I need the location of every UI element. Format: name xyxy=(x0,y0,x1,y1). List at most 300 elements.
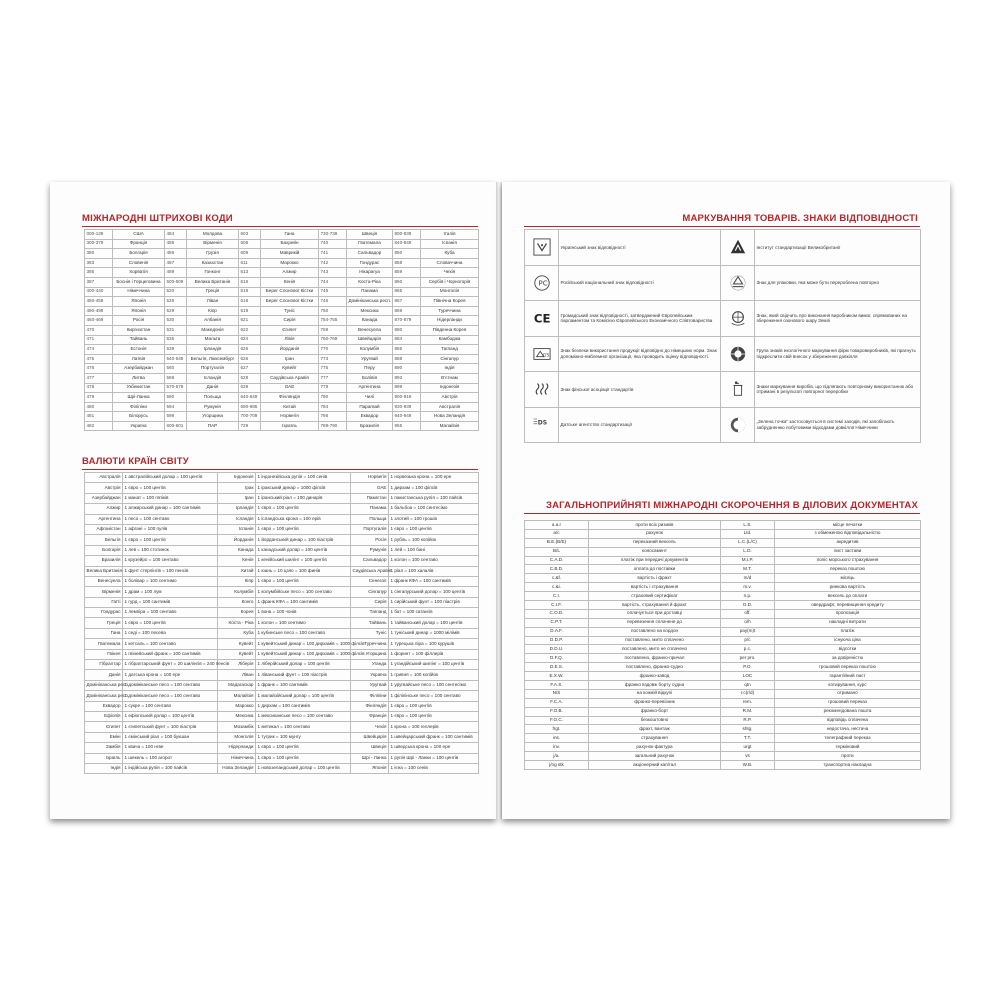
barcode-country: Бельгія, Люксембург xyxy=(187,354,239,364)
abbrev-meaning: коносамент xyxy=(589,547,721,556)
abbrev-code: D.A.F. xyxy=(525,627,589,636)
barcode-row xyxy=(85,230,479,240)
barcode-prefix: 860 xyxy=(393,277,421,287)
abbrev-meaning: існуюча ціна xyxy=(775,636,921,645)
abbrev-row xyxy=(525,601,921,610)
barcode-country: Македонія xyxy=(187,325,239,335)
currency-country: ОАЕ xyxy=(351,483,389,493)
barcode-prefix: 777 xyxy=(319,373,347,383)
mark-description: Знак для упаковки, яка може бути переробленa повторно xyxy=(755,265,921,301)
currency-unit: 1 австралійський долар = 100 центів xyxy=(123,473,218,483)
barcode-country: Гватемала xyxy=(347,239,393,249)
barcode-prefix: 622 xyxy=(239,325,261,335)
barcode-country: Ісландія xyxy=(187,373,239,383)
currency-row xyxy=(85,670,479,680)
barcode-prefix: 520 xyxy=(165,287,187,297)
abbrev-code: shtg. xyxy=(721,725,775,734)
barcode-country: Бразилія xyxy=(347,421,393,431)
currency-unit: 1 метикал = 100 сентаво xyxy=(256,722,351,732)
currency-country: Алжир xyxy=(85,504,123,514)
currency-unit: 1 рубль = 100 копійок xyxy=(389,535,479,545)
marks-title: МАРКУВАННЯ ТОВАРІВ. ЗНАКИ ВІДПОВІДНОСТІ xyxy=(682,213,918,224)
currency-unit: 1 тугрик = 100 мунгу xyxy=(256,732,351,742)
ukraine-conformity-icon xyxy=(533,238,551,256)
currencies-table xyxy=(84,472,479,774)
barcode-prefix: 745 xyxy=(319,287,347,297)
abbrev-row xyxy=(525,716,921,725)
abbrev-meaning: поставлено, мито не сплачено xyxy=(589,645,721,654)
barcode-country: Колумбія xyxy=(347,345,393,355)
abbrev-code: B/L xyxy=(525,547,589,556)
barcode-country: Індонезія xyxy=(421,383,479,393)
currency-unit: 1 ріал = 100 халалів xyxy=(389,566,479,576)
barcode-country: Парагвай xyxy=(347,402,393,412)
currency-unit: 1 болівар = 100 сентимо xyxy=(123,576,218,586)
abbrev-code: ins. xyxy=(525,734,589,743)
barcode-prefix: 940-949 xyxy=(393,412,421,422)
barcode-country: Азербайджан xyxy=(113,364,165,374)
right-page xyxy=(502,182,950,819)
abbrev-row xyxy=(525,609,921,618)
currency-country: Венесуела xyxy=(85,576,123,586)
barcode-prefix: 899 xyxy=(393,383,421,393)
abbrev-meaning: транспортна накладна xyxy=(775,761,921,770)
currency-country: Куба xyxy=(218,628,256,638)
currency-unit: 1 іракський динар = 1000 філсів xyxy=(256,483,351,493)
mark-icon-cell xyxy=(721,407,755,443)
currency-row xyxy=(85,732,479,742)
abbrev-meaning: страховий сертифікат xyxy=(589,592,721,601)
barcode-row xyxy=(85,297,479,307)
barcode-country: Берег Слонової Кістки xyxy=(261,297,319,307)
currency-unit: 1 колон = 100 сентаво xyxy=(389,556,479,566)
currency-row xyxy=(85,473,479,483)
abbrev-meaning: проти xyxy=(775,752,921,761)
barcode-prefix: 729 xyxy=(239,421,261,431)
abbrev-code: qtn xyxy=(721,681,775,690)
currency-country: Чехія xyxy=(351,722,389,732)
ds-mark-icon xyxy=(533,416,551,434)
abbrev-meaning: з обмеженою відповідальністю xyxy=(775,529,921,538)
currency-unit: 1 датська крона = 100 ере xyxy=(123,670,218,680)
mark-icon-cell xyxy=(721,265,755,301)
currency-row xyxy=(85,566,479,576)
barcode-prefix: 884 xyxy=(393,335,421,345)
currency-unit: 1 алжирський динар = 100 сантимів xyxy=(123,504,218,514)
barcode-country: Венесуела xyxy=(347,325,393,335)
barcode-country: Південна Корея xyxy=(421,325,479,335)
barcode-prefix: 870-879 xyxy=(393,316,421,326)
currency-unit: 1 ліванський фунт = 100 піастрів xyxy=(256,670,351,680)
barcode-country: Шрі-Ланка xyxy=(113,393,165,403)
barcode-row xyxy=(85,277,479,287)
currency-unit: 1 шекель = 100 агорот xyxy=(123,753,218,763)
barcode-country: Албанія xyxy=(187,316,239,326)
currency-country: Ефіопія xyxy=(85,711,123,721)
abbrev-meaning: лист застави xyxy=(775,547,921,556)
barcode-prefix: 477 xyxy=(85,373,113,383)
barcode-country: Болівія xyxy=(347,373,393,383)
abbrev-code: N/S xyxy=(525,689,589,698)
currency-unit: 1 угандійський шилінг = 100 центів xyxy=(389,660,479,670)
abbrev-row xyxy=(525,627,921,636)
barcode-prefix: 480 xyxy=(85,402,113,412)
barcode-prefix: 613 xyxy=(239,268,261,278)
currency-country: Гватемала xyxy=(85,639,123,649)
abbrev-code: L.C.(L/C) xyxy=(721,538,775,547)
currency-unit: 1 філіпінське песо = 100 сентаво xyxy=(389,691,479,701)
barcode-row xyxy=(85,249,479,259)
barcode-prefix: 476 xyxy=(85,364,113,374)
currency-country: Колумбія xyxy=(218,587,256,597)
barcode-prefix: 600-601 xyxy=(165,421,187,431)
barcode-country: Португалія xyxy=(187,364,239,374)
abbrev-code: c.&f. xyxy=(525,574,589,583)
svg-text:CE: CE xyxy=(533,311,550,326)
currency-row xyxy=(85,587,479,597)
currency-unit: 1 вона = 100 чонів xyxy=(256,608,351,618)
barcode-row xyxy=(85,354,479,364)
currency-unit: 1 євро = 100 центів xyxy=(256,753,351,763)
barcode-row xyxy=(85,335,479,345)
currency-country: Велика Британія xyxy=(85,566,123,576)
svg-text:GS: GS xyxy=(542,353,549,359)
abbrev-meaning: фрахт, вантаж xyxy=(589,725,721,734)
barcode-prefix: 570-579 xyxy=(165,383,187,393)
barcode-prefix: 380 xyxy=(85,249,113,259)
mark-icon-cell xyxy=(525,372,559,408)
barcode-country: Камбоджа xyxy=(421,335,479,345)
abbrev-meaning: акціонерний капітал xyxy=(589,761,721,770)
currency-row xyxy=(85,483,479,493)
currency-unit: 1 кувейтський динар = 100 дирхамів = 1000 філсів xyxy=(256,649,351,659)
currency-row xyxy=(85,722,479,732)
barcode-prefix: 481 xyxy=(85,412,113,422)
abbrev-row xyxy=(525,743,921,752)
barcode-country: Боснія і Герцеговина xyxy=(113,277,165,287)
abbrev-code: m/d xyxy=(721,574,775,583)
barcode-prefix: 618 xyxy=(239,297,261,307)
currency-unit: 1 євро = 100 центів xyxy=(256,524,351,534)
barcode-country: Мексика xyxy=(347,306,393,316)
barcode-country: Хорватія xyxy=(113,268,165,278)
currency-country: Азербайджан xyxy=(85,493,123,503)
barcode-country: Ліван xyxy=(187,297,239,307)
barcode-country: Чехія xyxy=(421,268,479,278)
svg-text:DS: DS xyxy=(537,419,547,427)
currency-country: Польща xyxy=(351,514,389,524)
abbrev-meaning: місце печатки xyxy=(775,521,921,530)
abbrev-meaning: вартість і фрахт xyxy=(589,574,721,583)
currency-row xyxy=(85,649,479,659)
mark-description: Група знаків екологічного маркування фірм товаровиробників, які прагнуть підкреслити свій внесок у збереження довкілля xyxy=(755,336,921,372)
barcode-prefix: 690-695 xyxy=(239,402,261,412)
abbrev-meaning: страхування xyxy=(589,734,721,743)
abbrev-row xyxy=(525,556,921,565)
mark-icon-cell xyxy=(721,336,755,372)
currency-country: Тайвань xyxy=(351,618,389,628)
currency-country: Єгипет xyxy=(85,722,123,732)
barcode-row xyxy=(85,373,479,383)
currency-country: Австралія xyxy=(85,473,123,483)
currency-country: Філіпіни xyxy=(351,691,389,701)
currency-unit: 1 ієна = 100 сенів xyxy=(389,763,479,773)
abbrev-row xyxy=(525,707,921,716)
abbrev-row xyxy=(525,645,921,654)
abbrev-meaning: гарантійний лист xyxy=(775,672,921,681)
barcode-prefix: 744 xyxy=(319,277,347,287)
abbrev-meaning: відповідь сплачена xyxy=(775,716,921,725)
abbrev-meaning: котирування, курс xyxy=(775,681,921,690)
barcode-country: Молдова xyxy=(187,230,239,240)
barcode-prefix: 750 xyxy=(319,306,347,316)
currency-country: Данія xyxy=(85,670,123,680)
abbrev-code: Ltd. xyxy=(721,529,775,538)
currency-unit: 1 франк КФА = 100 сантимів xyxy=(256,597,351,607)
mark-icon-cell xyxy=(525,265,559,301)
mark-description: Знаки маркування виробів, що підлягають повторному використанню або отримані в результаті повторної переробки xyxy=(755,372,921,408)
barcode-country: Саудівська Аравія xyxy=(261,373,319,383)
barcode-country: Малайзія xyxy=(421,421,479,431)
barcode-country: Кіпр xyxy=(187,306,239,316)
currency-row xyxy=(85,753,479,763)
currency-unit: 1 колон = 100 сентимо xyxy=(256,618,351,628)
abbrev-row xyxy=(525,583,921,592)
currency-unit: 1 ємінський ріал = 100 букшан xyxy=(123,732,218,742)
currency-country: Нова Зеландія xyxy=(218,763,256,773)
currency-unit: 1 шведська крона = 100 ере xyxy=(389,743,479,753)
barcode-prefix: 893 xyxy=(393,373,421,383)
barcode-row xyxy=(85,258,479,268)
currency-unit: 1 домініканське песо = 100 сентаво xyxy=(123,680,218,690)
barcode-country: Куба xyxy=(421,249,479,259)
barcode-prefix: 590 xyxy=(165,393,187,403)
barcode-prefix: 624 xyxy=(239,335,261,345)
currency-row xyxy=(85,493,479,503)
abbrev-code: B.E.(B/E) xyxy=(525,538,589,547)
currency-country: Пакистан xyxy=(351,493,389,503)
barcode-prefix: 628 xyxy=(239,373,261,383)
barcode-country: Велика Британія xyxy=(187,277,239,287)
currencies-title: ВАЛЮТИ КРАЇН СВІТУ xyxy=(82,456,189,467)
currency-unit: 1 форинт = 100 філлерів xyxy=(389,649,479,659)
barcode-prefix: 626 xyxy=(239,354,261,364)
mark-row xyxy=(525,301,921,337)
abbrev-meaning: поліс морського страхування xyxy=(775,556,921,565)
barcode-row xyxy=(85,393,479,403)
currency-country: Норвегія xyxy=(351,473,389,483)
currency-country: Уругвай xyxy=(351,680,389,690)
barcode-country: ОАЕ xyxy=(261,383,319,393)
currency-unit: 1 кувейтський динар = 100 дирхамів = 1000 філсів xyxy=(256,639,351,649)
abbrev-row xyxy=(525,663,921,672)
barcode-country: Греція xyxy=(187,287,239,297)
currency-country: Росія xyxy=(351,535,389,545)
currency-unit: 1 ліберійський долар = 100 центів xyxy=(256,660,351,670)
currency-unit: 1 ісландська крона = 100 ерів xyxy=(256,514,351,524)
currency-country: Ліван xyxy=(218,670,256,680)
barcode-prefix: 746 xyxy=(319,297,347,307)
barcode-prefix: 475 xyxy=(85,354,113,364)
abbrev-meaning: терміновий xyxy=(775,743,921,752)
barcode-row xyxy=(85,325,479,335)
recycle-arrows-icon xyxy=(729,274,747,292)
currency-country: Мозамбік xyxy=(218,722,256,732)
barcode-country: Ізраїль xyxy=(261,421,319,431)
currency-country: Кіпр xyxy=(218,576,256,586)
abbrev-meaning: телеграфний переказ xyxy=(775,734,921,743)
barcode-country: США xyxy=(113,230,165,240)
currency-unit: 1 драм = 100 лум xyxy=(123,587,218,597)
currency-row xyxy=(85,524,479,534)
currency-unit: 1 лев = 100 стотинок xyxy=(123,545,218,555)
currency-country: Ізраїль xyxy=(85,753,123,763)
barcode-prefix: 528 xyxy=(165,297,187,307)
barcode-prefix: 800-839 xyxy=(393,230,421,240)
currency-country: Коста - Ріка xyxy=(218,618,256,628)
abbrev-meaning: оплата до поставки xyxy=(589,565,721,574)
abbrev-meaning: переказний вексель xyxy=(589,538,721,547)
barcode-prefix: 608 xyxy=(239,239,261,249)
currency-unit: 1 гібралтарський фунт = 20 шилінгів = 240 пенсів xyxy=(123,660,218,670)
abbrev-meaning: рекомендована пошта xyxy=(775,707,921,716)
barcode-row xyxy=(85,239,479,249)
abbrev-code: n.p. xyxy=(721,592,775,601)
abbrev-meaning: рахунок-фактура xyxy=(589,743,721,752)
barcode-prefix: 840-849 xyxy=(393,239,421,249)
currency-unit: 1 дирхам = 100 філсів xyxy=(389,483,479,493)
currency-row xyxy=(85,639,479,649)
barcode-prefix: 000-139 xyxy=(85,230,113,240)
barcode-prefix: 531 xyxy=(165,325,187,335)
currency-unit: 1 франк = 100 сантимів xyxy=(256,680,351,690)
abbrev-meaning: вартість, страхування й фрахт xyxy=(589,601,721,610)
barcode-prefix: 594 xyxy=(165,402,187,412)
barcode-prefix: 742 xyxy=(319,258,347,268)
abbrev-meaning: грошовий переказ поштою xyxy=(775,663,921,672)
mark-description: Знак, який свідчить про виконання виробником вимог, спрямованих на збереження озонового шару Землі xyxy=(755,301,921,337)
currency-unit: 1 гвінейський франк = 100 сантимів xyxy=(123,649,218,659)
currency-unit: 1 сінгапурський долар = 100 центів xyxy=(389,587,479,597)
barcode-country: Польща xyxy=(187,393,239,403)
barcodes-table xyxy=(84,229,479,431)
currency-country: Афганістан xyxy=(85,524,123,534)
abbrev-code: j/a. xyxy=(525,752,589,761)
barcode-country: Ірландія xyxy=(187,345,239,355)
currency-country: Франція xyxy=(351,711,389,721)
barcode-country: Канада xyxy=(347,316,393,326)
barcode-country: Узбекистан xyxy=(113,383,165,393)
currency-row xyxy=(85,628,479,638)
abbrev-meaning: франко вздовж борту судна xyxy=(589,681,721,690)
currency-unit: 1 швейцарський франк = 100 сантимів xyxy=(389,732,479,742)
currency-unit: 1 афгані = 100 пулів xyxy=(123,524,218,534)
currency-unit: 1 норвезька крона = 100 ере xyxy=(389,473,479,483)
currency-country: Мексика xyxy=(218,711,256,721)
currency-unit: 1 євро = 100 центів xyxy=(389,701,479,711)
currency-country: Японія xyxy=(351,763,389,773)
barcode-prefix: 489 xyxy=(165,268,187,278)
barcode-country: В'єтнам xyxy=(421,373,479,383)
barcode-country: Північна Корея xyxy=(421,297,479,307)
currency-country: Греція xyxy=(85,618,123,628)
barcode-prefix: 471 xyxy=(85,335,113,345)
barcode-prefix: 625 xyxy=(239,345,261,355)
abbrev-row xyxy=(525,565,921,574)
barcode-row xyxy=(85,383,479,393)
currency-unit: 1 новозеландський долар = 100 центів xyxy=(256,763,351,773)
barcode-country: Туреччина xyxy=(421,306,479,316)
abbrev-code: F.C.A. xyxy=(525,698,589,707)
barcode-country: Австрія xyxy=(421,393,479,403)
barcode-prefix: 490-499 xyxy=(85,306,113,316)
currency-country: Ірак xyxy=(218,483,256,493)
barcode-prefix: 786 xyxy=(319,412,347,422)
currency-unit: 1 євро = 100 центів xyxy=(389,711,479,721)
barcode-prefix: 890 xyxy=(393,364,421,374)
mark-description: Знак безпеки використання продукції відповідно до німецьких норм. Знак допоміжно-емблемної організації, яка проводить оцінку відповідності. xyxy=(559,336,721,372)
barcode-country: Гондурас xyxy=(347,258,393,268)
barcode-prefix: 627 xyxy=(239,364,261,374)
barcode-country: Італія xyxy=(421,230,479,240)
currency-country: Гвінея xyxy=(85,649,123,659)
barcode-prefix: 470 xyxy=(85,325,113,335)
barcodes-title-rule xyxy=(82,226,478,227)
abbrev-meaning: вартість і страхування xyxy=(589,583,721,592)
currency-unit: 1 індійська рупія = 100 пайсів xyxy=(123,763,218,773)
abbrev-row xyxy=(525,761,921,770)
barcode-country: Еквадор xyxy=(347,412,393,422)
abbrev-code: L.D. xyxy=(721,547,775,556)
currency-unit: 1 франк КФА = 100 сантимів xyxy=(389,576,479,586)
currency-country: Малайзія xyxy=(218,691,256,701)
mark-row xyxy=(525,372,921,408)
ce-mark-icon xyxy=(533,309,551,327)
abbrev-code: W.B. xyxy=(721,761,775,770)
barcode-country: Нікарагуа xyxy=(347,268,393,278)
barcode-country: Домініканська респ. xyxy=(347,297,393,307)
abbrev-code: inv. xyxy=(525,743,589,752)
barcode-country: Кувейт xyxy=(261,364,319,374)
currency-country: Сенегал xyxy=(351,576,389,586)
abbrev-code: r.c(r/d) xyxy=(721,689,775,698)
barcode-country: Гана xyxy=(261,230,319,240)
currency-country: Україна xyxy=(351,670,389,680)
barcode-country: Єгипет xyxy=(261,325,319,335)
barcode-prefix: 474 xyxy=(85,345,113,355)
currency-country: Шрі - Ланка xyxy=(351,753,389,763)
barcode-prefix: 529 xyxy=(165,306,187,316)
abbrev-code: o/h xyxy=(721,618,775,627)
currency-country: Еквадор xyxy=(85,701,123,711)
currency-unit: 1 фунт стерлінгів = 100 пенсів xyxy=(123,566,218,576)
barcode-prefix: 629 xyxy=(239,383,261,393)
barcode-row xyxy=(85,412,479,422)
safety-mark-icon xyxy=(533,345,551,363)
abbrev-code: C.I.F. xyxy=(525,601,589,610)
abbrev-code: D.F.Q. xyxy=(525,654,589,663)
barcode-prefix: 621 xyxy=(239,316,261,326)
abbrev-meaning: отримано xyxy=(775,689,921,698)
barcode-country: Норвегія xyxy=(261,412,319,422)
abbrev-code: frgt. xyxy=(525,725,589,734)
barcode-country: Киргизстан xyxy=(113,325,165,335)
mark-icon-cell xyxy=(721,301,755,337)
barcode-country: Литва xyxy=(113,373,165,383)
currency-unit: 1 євро = 100 центів xyxy=(256,504,351,514)
barcode-country: Коста-Ріка xyxy=(347,277,393,287)
barcode-country: Данія xyxy=(187,383,239,393)
